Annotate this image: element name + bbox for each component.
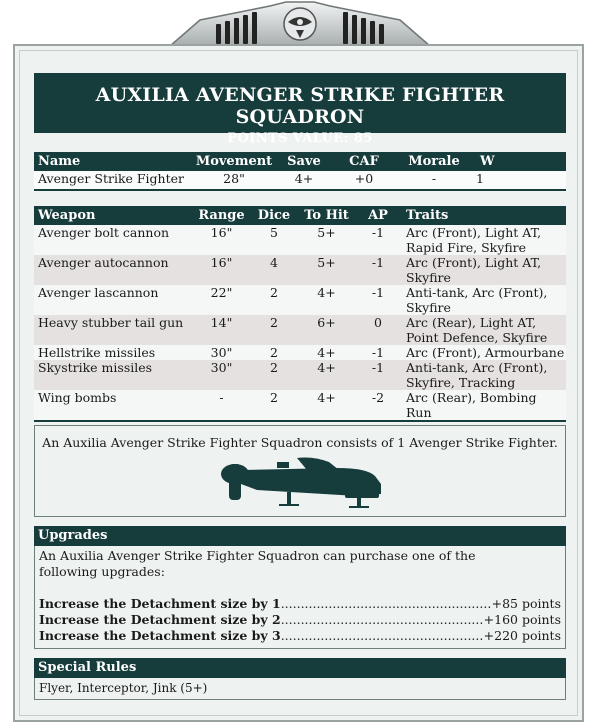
- weapon-traits-line: Anti-tank, Arc (Front),: [406, 285, 548, 300]
- stats-col-name: Name: [34, 152, 194, 171]
- weapons-table: [34, 206, 566, 422]
- stat-name: Avenger Strike Fighter: [34, 171, 194, 190]
- weapon-name: Heavy stubber tail gun: [34, 315, 194, 345]
- weapon-tohit: 4+: [299, 360, 354, 390]
- stat-save: 4+: [274, 171, 334, 190]
- weapon-ap: -1: [354, 285, 402, 315]
- stat-wounds: 1: [474, 171, 566, 190]
- weapon-range: 16": [194, 255, 249, 285]
- dot-leader: [281, 628, 484, 644]
- weapon-traits-line: Point Defence, Skyfire: [406, 330, 548, 345]
- upgrade-cost: +160 points: [483, 612, 561, 627]
- weapon-dice: 2: [249, 390, 299, 421]
- weapon-dice: 2: [249, 345, 299, 360]
- stat-caf: +0: [334, 171, 394, 190]
- weapon-dice: 4: [249, 255, 299, 285]
- weapon-range: -: [194, 390, 249, 421]
- weapon-range: 16": [194, 225, 249, 255]
- weapon-ap: -1: [354, 345, 402, 360]
- weapon-range: 30": [194, 345, 249, 360]
- weapon-range: 22": [194, 285, 249, 315]
- upgrade-cost: +85 points: [491, 596, 561, 611]
- stats-col-save: Save: [274, 152, 334, 171]
- weapons-col-traits: Traits: [402, 206, 566, 225]
- title-banner: [34, 73, 566, 146]
- weapon-row: [34, 345, 566, 360]
- points-value: POINTS VALUE: 85: [227, 131, 373, 146]
- upgrade-cost: +220 points: [483, 628, 561, 643]
- upgrade-option: [39, 628, 561, 644]
- weapon-dice: 5: [249, 225, 299, 255]
- special-rules-header: Special Rules: [34, 658, 566, 678]
- weapon-row: [34, 285, 566, 315]
- upgrades-body: [34, 546, 566, 649]
- stats-row: [34, 171, 566, 190]
- weapon-traits-line: Arc (Rear), Light AT,: [406, 315, 537, 330]
- weapon-ap: -1: [354, 255, 402, 285]
- weapon-traits: [402, 390, 566, 421]
- weapon-dice: 2: [249, 315, 299, 345]
- weapon-tohit: 5+: [299, 225, 354, 255]
- weapon-traits-line: Rapid Fire, Skyfire: [406, 240, 527, 255]
- weapon-row: [34, 390, 566, 421]
- weapons-header-row: [34, 206, 566, 225]
- weapon-tohit: 6+: [299, 315, 354, 345]
- stats-col-caf: CAF: [334, 152, 394, 171]
- unit-title: AUXILIA AVENGER STRIKE FIGHTER SQUADRON: [95, 84, 505, 128]
- weapons-col-ap: AP: [354, 206, 402, 225]
- weapon-row: [34, 225, 566, 255]
- weapons-col-weapon: Weapon: [34, 206, 194, 225]
- weapon-row: [34, 315, 566, 345]
- weapon-dice: 2: [249, 360, 299, 390]
- weapons-col-dice: Dice: [249, 206, 299, 225]
- weapon-traits: [402, 255, 566, 285]
- weapon-tohit: 4+: [299, 390, 354, 421]
- stats-col-movement: Movement: [195, 154, 273, 169]
- weapon-dice: 2: [249, 285, 299, 315]
- weapon-name: Avenger autocannon: [34, 255, 194, 285]
- weapon-traits: [402, 285, 566, 315]
- weapon-traits-line: Arc (Front), Light AT,: [406, 255, 542, 270]
- special-rules-body: Flyer, Interceptor, Jink (5+): [34, 678, 566, 700]
- weapon-range: 14": [194, 315, 249, 345]
- upgrade-label: Increase the Detachment size by 2: [39, 612, 281, 627]
- strike-fighter-silhouette-icon: [217, 454, 387, 512]
- weapon-traits-line: Skyfire: [406, 300, 451, 315]
- weapon-tohit: 5+: [299, 255, 354, 285]
- weapon-name: Hellstrike missiles: [34, 345, 194, 360]
- weapon-traits: [402, 345, 566, 360]
- stats-col-morale: Morale: [394, 152, 474, 171]
- weapon-traits: [402, 225, 566, 255]
- weapon-traits-line: Arc (Front), Light AT,: [406, 225, 542, 240]
- stats-table: [34, 152, 566, 191]
- weapon-tohit: 4+: [299, 285, 354, 315]
- weapon-ap: -2: [354, 390, 402, 421]
- weapon-traits-line: Skyfire, Tracking: [406, 375, 516, 390]
- stats-col-wounds: W: [474, 152, 566, 171]
- stats-header-row: [34, 152, 566, 171]
- upgrades-intro: following upgrades:: [39, 564, 165, 579]
- upgrade-label: Increase the Detachment size by 3: [39, 628, 281, 643]
- weapon-traits-line: Arc (Rear), Bombing Run: [406, 390, 537, 420]
- weapon-name: Wing bombs: [34, 390, 194, 421]
- weapons-col-tohit: To Hit: [299, 206, 354, 225]
- upgrades-intro: An Auxilia Avenger Strike Fighter Squadron can purchase one of the: [39, 548, 476, 563]
- weapon-ap: -1: [354, 360, 402, 390]
- weapon-row: [34, 360, 566, 390]
- upgrades-header: Upgrades: [34, 526, 566, 546]
- upgrade-option: [39, 612, 561, 628]
- stat-movement: 28": [194, 171, 274, 190]
- weapon-traits-line: Skyfire: [406, 270, 451, 285]
- weapon-name: Avenger lascannon: [34, 285, 194, 315]
- weapon-name: Avenger bolt cannon: [34, 225, 194, 255]
- weapon-ap: 0: [354, 315, 402, 345]
- weapon-tohit: 4+: [299, 345, 354, 360]
- dot-leader: [281, 596, 492, 612]
- weapons-col-range: Range: [194, 206, 249, 225]
- dot-leader: [281, 612, 484, 628]
- weapon-traits-line: Arc (Front), Armourbane: [406, 345, 565, 360]
- weapon-traits: [402, 315, 566, 345]
- weapon-row: [34, 255, 566, 285]
- weapon-traits-line: Anti-tank, Arc (Front),: [406, 360, 548, 375]
- composition-text: An Auxilia Avenger Strike Fighter Squadron consists of 1 Avenger Strike Fighter.: [42, 435, 558, 450]
- weapon-ap: -1: [354, 225, 402, 255]
- upgrade-option: [39, 596, 561, 612]
- weapon-range: 30": [194, 360, 249, 390]
- weapon-name: Skystrike missiles: [34, 360, 194, 390]
- weapon-traits: [402, 360, 566, 390]
- stat-morale: -: [394, 171, 474, 190]
- composition-box: [34, 425, 566, 517]
- upgrade-label: Increase the Detachment size by 1: [39, 596, 281, 611]
